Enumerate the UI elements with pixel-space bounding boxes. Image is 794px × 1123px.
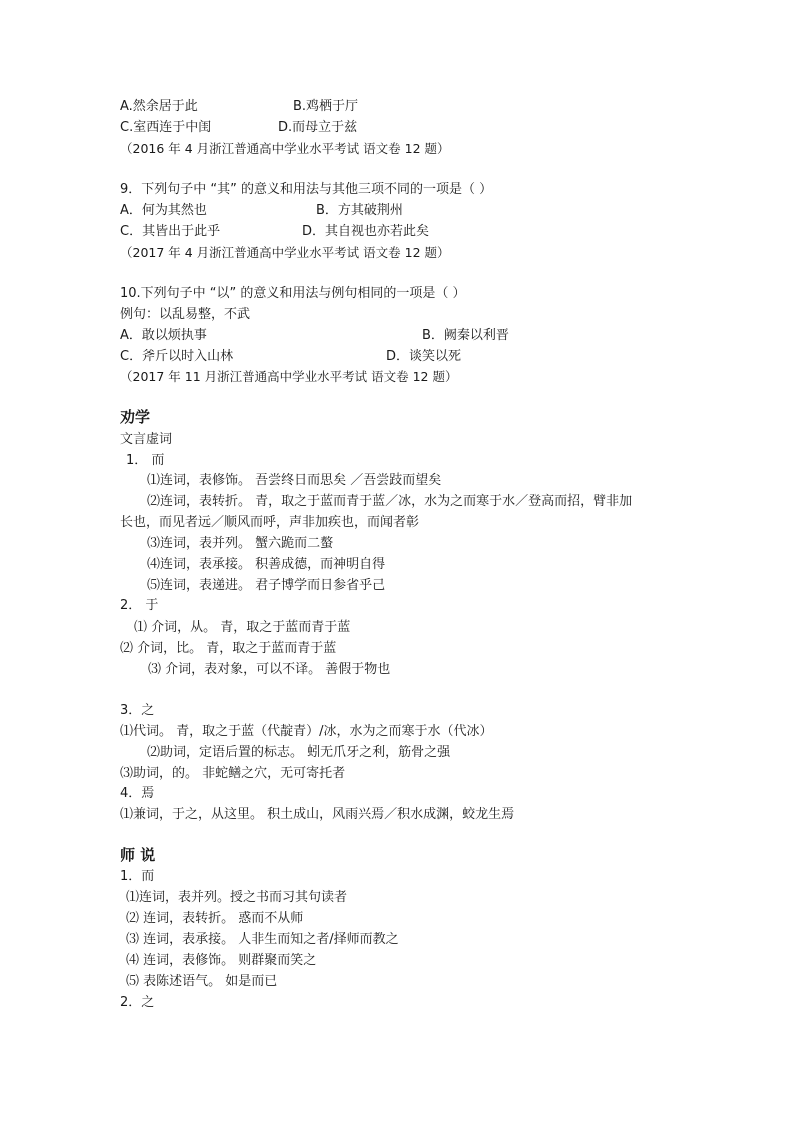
q10-option-c: C．斧斤以时入山林	[120, 349, 234, 364]
q9-source: （2017 年 4 月浙江普通高中学业水平考试 语文卷 12 题）	[120, 245, 450, 260]
quanxue-er-1: ⑴连词，表修饰。 吾尝终日而思矣 ／吾尝跂而望矣	[147, 473, 442, 488]
quanxue-title: 劝学	[120, 408, 151, 426]
quanxue-er-2b: 长也，而见者远／顺风而呼，声非加疾也，而闻者彰	[120, 515, 420, 530]
shishuo-er-2: ⑵ 连词，表转折。 惑而不从师	[126, 911, 304, 926]
q9-question: 9．下列句子中 “其” 的意义和用法与其他三项不同的一项是（ ）	[120, 182, 493, 197]
quanxue-er-4: ⑷连词，表承接。 积善成德，而神明自得	[147, 557, 386, 572]
q10-question: 10.下列句子中 “以” 的意义和用法与例句相同的一项是（ ）	[120, 286, 466, 301]
quanxue-zhi-3: ⑶助词，的。 非蛇鳝之穴，无可寄托者	[120, 766, 346, 781]
quanxue-er-3: ⑶连词，表并列。 蟹六跪而二螯	[147, 536, 334, 551]
q9-option-c: C．其皆出于此乎	[120, 224, 221, 239]
q10-option-d: D．谈笑以死	[386, 349, 462, 364]
q8-option-c: C.室西连于中闺	[120, 120, 212, 135]
q10-option-b: B．阙秦以利晋	[422, 328, 509, 343]
q9-option-d: D．其自视也亦若此矣	[302, 224, 430, 239]
quanxue-zhi-heading: 3．之	[120, 703, 155, 718]
q10-option-a: A．敢以烦执事	[120, 328, 207, 343]
quanxue-yu-2: ⑵ 介词，比。 青，取之于蓝而青于蓝	[120, 641, 337, 656]
shishuo-er-heading: 1．而	[120, 869, 155, 884]
shishuo-er-1: ⑴连词，表并列。授之书而习其句读者	[126, 890, 348, 905]
shishuo-zhi-heading: 2．之	[120, 995, 155, 1010]
quanxue-subtitle: 文言虚词	[120, 432, 173, 447]
q9-option-b: B．方其破荆州	[316, 203, 403, 218]
q8-source: （2016 年 4 月浙江普通高中学业水平考试 语文卷 12 题）	[120, 141, 450, 156]
shishuo-er-4: ⑷ 连词，表修饰。 则群聚而笑之	[126, 953, 317, 968]
shishuo-er-3: ⑶ 连词，表承接。 人非生而知之者/择师而教之	[126, 932, 399, 947]
q10-example: 例句：以乱易整，不武	[120, 307, 251, 322]
quanxue-yu-1: ⑴ 介词，从。 青，取之于蓝而青于蓝	[134, 620, 351, 635]
quanxue-yu-3: ⑶ 介词，表对象，可以不译。 善假于物也	[148, 662, 391, 677]
q9-option-a: A．何为其然也	[120, 203, 207, 218]
q8-option-a: A.然余居于此	[120, 99, 198, 114]
q8-option-d: D.而母立于兹	[278, 120, 358, 135]
quanxue-zhi-2: ⑵助词，定语后置的标志。 蚓无爪牙之利，筋骨之强	[147, 745, 451, 760]
quanxue-er-heading: 1． 而	[126, 453, 165, 468]
quanxue-er-2a: ⑵连词，表转折。 青，取之于蓝而青于蓝／冰，水为之而寒于水／登高而招，臂非加	[147, 494, 633, 509]
quanxue-yu-heading: 2． 于	[120, 598, 159, 613]
quanxue-zhi-1: ⑴代词。 青，取之于蓝（代靛青）/冰，水为之而寒于水（代冰）	[120, 724, 493, 739]
shishuo-er-5: ⑸ 表陈述语气。 如是而已	[126, 974, 278, 989]
q8-option-b: B.鸡栖于厅	[293, 99, 359, 114]
quanxue-er-5: ⑸连词，表递进。 君子博学而日参省乎己	[147, 578, 386, 593]
quanxue-yan-1: ⑴兼词，于之，从这里。 积土成山，风雨兴焉／积水成渊，蛟龙生焉	[120, 807, 515, 822]
shishuo-title: 师 说	[120, 846, 156, 864]
quanxue-yan-heading: 4．焉	[120, 786, 155, 801]
q10-source: （2017 年 11 月浙江普通高中学业水平考试 语文卷 12 题）	[120, 369, 458, 384]
